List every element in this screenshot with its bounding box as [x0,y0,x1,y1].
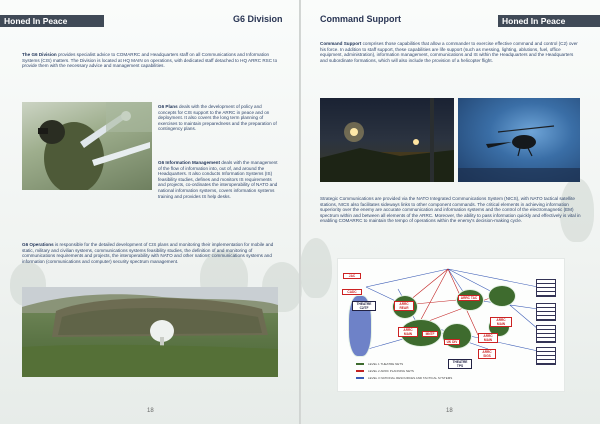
g6-plans-lead: G6 Plans [158,104,178,109]
g6-intro-text: provides specialist advice to COMARRC and Headquarters staff on all Communications and Information Systems (CIS) matters. The Division is located at HQ MAIN on operations, with dedicated staff detached to HQ ARRC RSC to provide them with the necessary advice and management capabilities. [22,52,278,69]
left-page-title: G6 Division [233,14,283,24]
g6-intro-paragraph [22,52,278,69]
legend-label: LEVEL 2 ARRC PLANNING NETS [368,369,414,373]
diagram-label: ARRC MAIN [478,333,498,343]
diagram-label: ARRC MAIN [490,317,512,327]
diagram-label: ARRC TAC [458,295,480,301]
g6-plans-paragraph [158,104,280,132]
g6-infomgmt-lead: G6 Information Management [158,160,221,165]
subordinate-unit-icon [536,347,556,365]
diagram-label: MNTF [422,331,438,337]
command-support-lead: Command Support [320,41,362,46]
command-support-paragraph [320,41,582,63]
strategic-comms-paragraph: Strategic Communications are provided via the NATO Integrated Communications System (NICS), with NATO tactical satellite stations, NICS also facilitates sideways links to other component commands. The critical elements in achieving information superiority over the enemy are accurate communication and information systems and the control of the electromagnetic (EM) spectrum within and between all elements of the ARRC. Moreover, the ability to pass information quickly and effectively is vital in enabling COMARRC to maintain the tempo of operations within the enemy's decision-making cycle. [320,196,581,224]
left-header-tag: Honed In Peace [0,15,104,27]
g6-infomgmt-paragraph [158,160,280,199]
legend-swatch [356,363,364,365]
g6-operations-paragraph [22,242,278,264]
diagram-label: ARRC REAR [394,301,414,311]
diagram-label: THEATRE C2/TF [352,301,376,311]
photo-camouflaged-vehicle [22,287,278,377]
page-fold [299,0,301,424]
diagram-legend-item [356,362,403,366]
diagram-label: UK DIV [444,339,460,345]
diagram-label: ARRC MAIN [398,327,418,337]
g6-plans-text: deals with the development of policy and concepts for CIS support to the ARRC in peace and on deployment. It also covers the long term planning of exercises to maintain preparedness and the preparation of contingency plans. [158,104,277,132]
g6-operations-lead: G6 Operations [22,242,54,247]
network-node [442,323,472,349]
diagram-label: CADC [342,289,362,295]
legend-label: LEVEL 1 THEATRE NETS [368,362,404,366]
g6-intro-lead: The G6 Division [22,52,57,57]
legend-swatch [356,370,364,372]
diagram-label: JAC [343,273,361,279]
right-header-tag: Honed In Peace [498,15,600,27]
right-page-title: Command Support [320,14,401,24]
left-page-number: 18 [147,408,154,414]
subordinate-unit-icon [536,325,556,343]
legend-swatch [356,377,364,379]
legend-label: LEVEL 3 NATIONAL RESOURCES AND TACTICAL SYSTEMS [368,376,453,380]
photo-soldier-antenna [22,102,152,190]
photo-helicopter [458,98,580,182]
network-node [488,285,516,307]
photo-night-camp [320,98,454,182]
g6-infomgmt-text: deals with the management of the flow of information into, out of, and around the Headquarters. It also conducts Information Systems (IS) feasibility studies, defines and monitors IS requirements and projects, co-ordinates the interoperability of NATO and national information systems, covers information systems training and provides IS help desks. [158,160,278,199]
subordinate-unit-icon [536,279,556,297]
diagram-legend-item [356,369,414,373]
subordinate-unit-icon [536,303,556,321]
diagram-label: ARRC SIGS [478,349,496,359]
diagram-legend-item [356,376,452,380]
g6-operations-text: is responsible for the detailed development of CIS plans and monitoring their implementation for mobile and static, military and civilian systems, communications systems feasibility studies, the definition of and monitoring of communications requirements and projects, the interoperability with NATO and other nations' communications systems and information (communications and computer) security spectrum management. [22,242,274,264]
right-page-number: 18 [446,408,453,414]
command-support-text: comprises those capabilities that allow a commander to exercise effective command and control (C2) over his force. In addition to staff support, these capabilities are life support (such as messing, lighting, ablutions, fuel, office equipment, administration), information management, communications and IS within the Headquarters and the Headquarters and subordinate formations, which will also include the provision of a helicopter flight. [320,41,578,63]
diagram-label: THEATRE TPS [448,359,472,369]
background-tree [300,238,332,298]
